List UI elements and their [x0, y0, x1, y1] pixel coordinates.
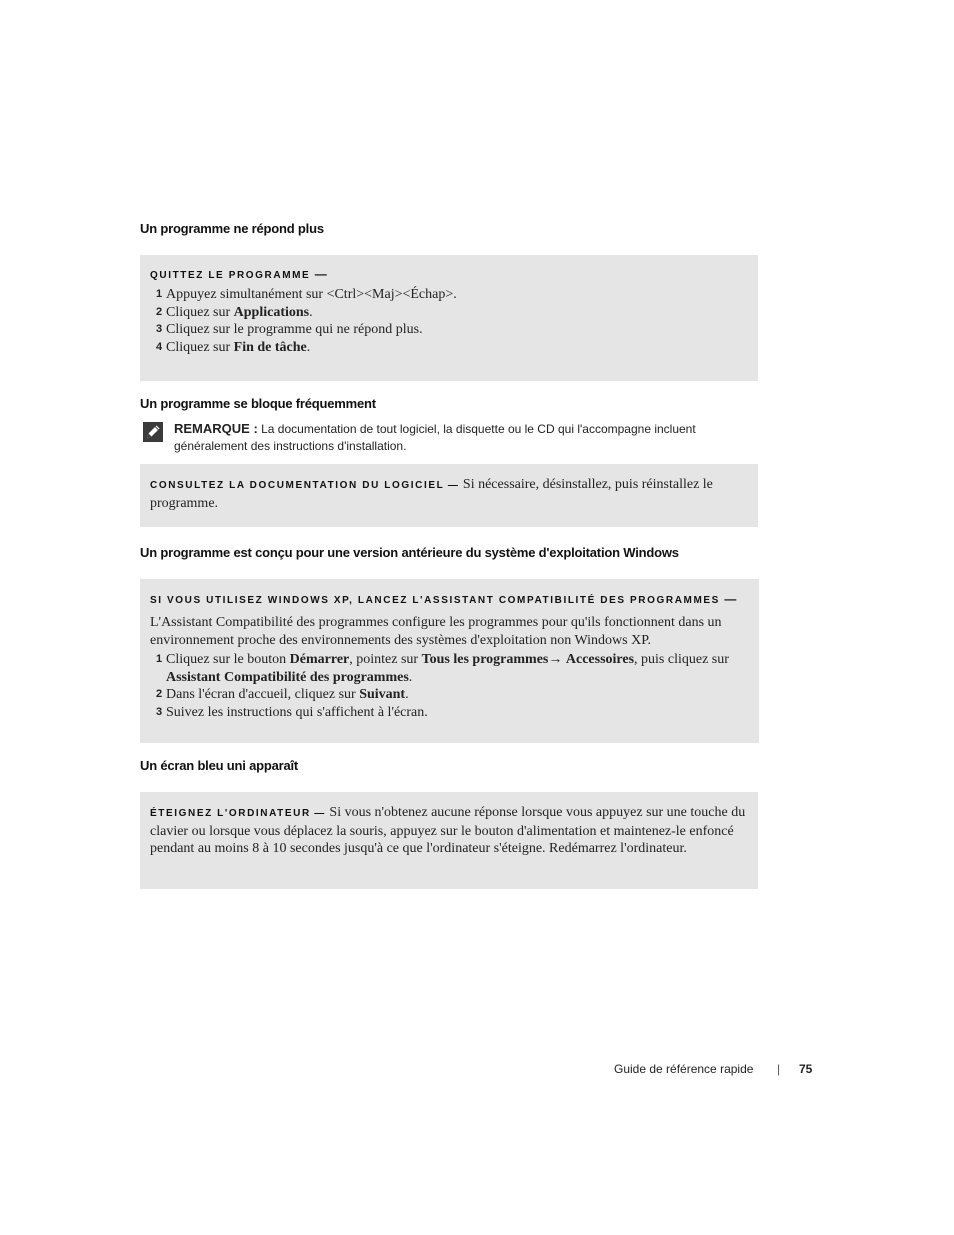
- ui-term: Tous les programmes: [421, 652, 549, 667]
- footer-title: Guide de référence rapide: [614, 1062, 754, 1076]
- step-text: Cliquez sur le bouton: [166, 652, 290, 667]
- section-heading: Un écran bleu uni apparaît: [140, 758, 299, 773]
- step-number: 1: [156, 288, 163, 300]
- step-number: 3: [156, 323, 163, 335]
- note-body: La documentation de tout logiciel, la disquette ou le CD qui l'accompagne incluent généralement des instructions d'installation.: [174, 422, 696, 453]
- step-text: .: [408, 669, 413, 685]
- ui-term: Assistant Compatibilité des programmes: [166, 669, 409, 685]
- step-text: →: [548, 652, 566, 667]
- procedure-box: [140, 792, 758, 889]
- procedure-box: [140, 579, 759, 743]
- ui-term: Suivant: [359, 687, 406, 702]
- step-number: 1: [156, 653, 163, 665]
- section-heading: Un programme ne répond plus: [140, 221, 324, 236]
- step-item: [150, 321, 750, 339]
- step-text: .: [309, 304, 313, 320]
- step-text: Cliquez sur: [166, 304, 234, 320]
- step-text: Dans l'écran d'accueil, cliquez sur: [166, 687, 360, 702]
- step-text: , puis cliquez sur: [634, 652, 729, 667]
- step-item: [150, 704, 750, 722]
- step-text: , pointez sur: [349, 652, 422, 667]
- step-item: [150, 651, 750, 686]
- step-item: [150, 286, 750, 304]
- procedure-paragraph: ÉTEIGNEZ L'ORDINATEUR — Si vous n'obtenez aucune réponse lorsque vous appuyez sur une touche du clavier ou lorsque vous déplacez la souris, appuyez sur le bouton d'alimentation et maintenez-le enfoncé pendant au moins 8 à 10 secondes jusqu'à ce que l'ordinateur s'éteigne. Redémarrez l'ordinateur.: [150, 805, 746, 856]
- procedure-title: SI VOUS UTILISEZ WINDOWS XP, LANCEZ L'ASSISTANT COMPATIBILITÉ DES PROGRAMMES —: [150, 592, 737, 606]
- procedure-paragraph: CONSULTEZ LA DOCUMENTATION DU LOGICIEL — Si nécessaire, désinstallez, puis réinstallez le programme.: [150, 477, 713, 511]
- footer-separator: |: [777, 1062, 781, 1076]
- procedure-box: [140, 255, 758, 381]
- section-heading: Un programme se bloque fréquemment: [140, 396, 376, 411]
- note-label: REMARQUE :: [174, 421, 258, 436]
- section-heading: Un programme est conçu pour une version antérieure du système d'exploitation Windows: [140, 545, 679, 560]
- step-text: Cliquez sur: [166, 339, 234, 355]
- procedure-title: ÉTEIGNEZ L'ORDINATEUR: [150, 808, 311, 819]
- page-number: 75: [799, 1062, 813, 1076]
- step-number: 4: [156, 340, 163, 353]
- step-text: .: [405, 687, 409, 702]
- step-number: 2: [156, 688, 163, 700]
- procedure-box: [140, 464, 758, 527]
- procedure-title: QUITTEZ LE PROGRAMME —: [150, 267, 327, 281]
- pencil-note-icon: [143, 422, 163, 442]
- ui-term: Applications: [233, 304, 310, 320]
- ui-term: Accessoires: [565, 652, 635, 667]
- step-text: Appuyez simultanément sur <Ctrl><Maj><Échap>.: [166, 287, 457, 302]
- step-item: [150, 339, 750, 357]
- steps-list: [150, 286, 750, 356]
- ui-term: Démarrer: [289, 652, 350, 667]
- note-text: [174, 420, 754, 455]
- step-item: [150, 304, 750, 322]
- procedure-title: CONSULTEZ LA DOCUMENTATION DU LOGICIEL: [150, 480, 445, 491]
- step-text: Cliquez sur le programme qui ne répond plus.: [166, 322, 423, 337]
- step-text: Suivez les instructions qui s'affichent à l'écran.: [166, 704, 428, 720]
- step-number: 3: [156, 705, 163, 718]
- ui-term: Fin de tâche: [233, 339, 307, 355]
- step-number: 2: [156, 305, 163, 318]
- procedure-paragraph: L'Assistant Compatibilité des programmes configure les programmes pour qu'ils fonctionnent dans un environnement proche des environnements des systèmes d'exploitation non Windows XP.: [150, 615, 722, 648]
- steps-list: [150, 651, 750, 721]
- step-item: [150, 686, 750, 704]
- step-text: .: [306, 339, 311, 355]
